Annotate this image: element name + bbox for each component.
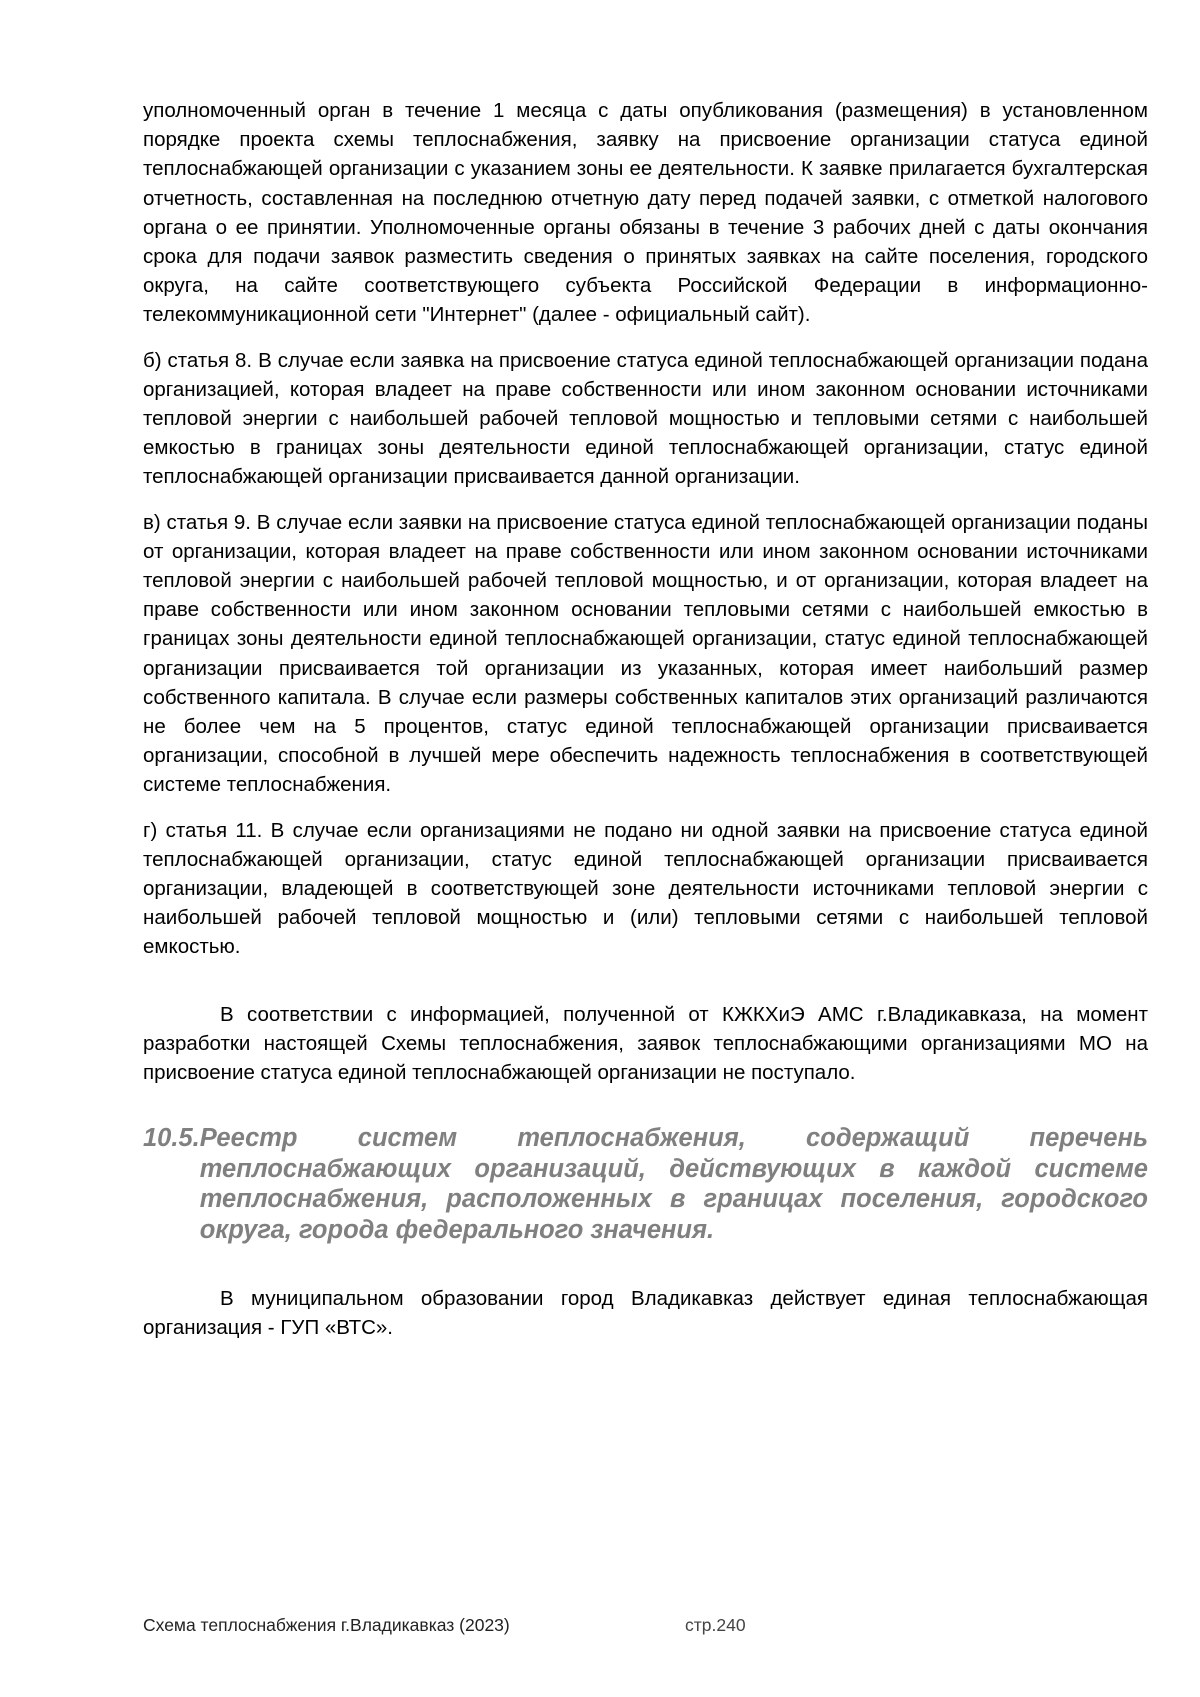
paragraph-article-9: в) статья 9. В случае если заявки на присвоение статуса единой теплоснабжающей организации поданы от организации, которая владеет на праве собственности или ином законном основании источниками тепловой энергии с наибольшей рабочей тепловой мощностью, и от организации, которая владеет на праве собственности или ином законном основании тепловыми сетями с наибольшей емкостью в границах зоны деятельности единой теплоснабжающей организации, статус единой теплоснабжающей организации присваивается той организации из указанных, которая имеет наибольший размер собственного капитала. В случае если размеры собственных капиталов этих организаций различаются не более чем на 5 процентов, статус единой теплоснабжающей организации присваивается организации, способной в лучшей мере обеспечить надежность теплоснабжения в соответствующей системе теплоснабжения.: [143, 510, 1148, 797]
footer-document-title: Схема теплоснабжения г.Владикавказ (2023): [143, 1615, 510, 1635]
paragraph-article-8: б) статья 8. В случае если заявка на присвоение статуса единой теплоснабжающей организации подана организацией, которая владеет на праве собственности или ином законном основании источниками тепловой энергии с наибольшей рабочей тепловой мощностью и тепловыми сетями с наибольшей емкостью в границах зоны деятельности единой теплоснабжающей организации, статус единой теплоснабжающей организации присваивается данной организации.: [143, 348, 1148, 489]
paragraph-article-11: г) статья 11. В случае если организациями не подано ни одной заявки на присвоение статуса единой теплоснабжающей организации, статус единой теплоснабжающей организации присваивается организации, владеющей в соответствующей зоне деятельности источниками тепловой энергии с наибольшей рабочей тепловой мощностью и (или) тепловыми сетями с наибольшей тепловой емкостью.: [143, 818, 1148, 959]
section-heading: [143, 1123, 1148, 1245]
section-title: Реестр систем теплоснабжения, содержащий перечень теплоснабжающих организаций, действующих в каждой системе теплоснабжения, расположенных в границах поселения, городского округа, города федерального значения.: [199, 1124, 1148, 1245]
section-number: 10.5.: [143, 1124, 200, 1153]
document-body: [143, 96, 1148, 1342]
paragraph-application-procedure: уполномоченный орган в течение 1 месяца с даты опубликования (размещения) в установленном порядке проекта схемы теплоснабжения, заявку на присвоение организации статуса единой теплоснабжающей организации с указанием зоны ее деятельности. К заявке прилагается бухгалтерская отчетность, составленная на последнюю отчетную дату перед подачей заявки, с отметкой налогового органа о ее принятии. Уполномоченные органы обязаны в течение 3 рабочих дней с даты окончания срока для подачи заявок разместить сведения о принятых заявках на сайте поселения, городского округа, на сайте соответствующего субъекта Российской Федерации в информационно-телекоммуникационной сети "Интернет" (далее - официальный сайт).: [143, 99, 1148, 327]
footer-page-number: стр.240: [685, 1615, 746, 1635]
paragraph-unified-organization: В муниципальном образовании город Владикавказ действует единая теплоснабжающая организация - ГУП «ВТС».: [143, 1286, 1148, 1339]
paragraph-no-applications: В соответствии с информацией, полученной от КЖКХиЭ АМС г.Владикавказа, на момент разработки настоящей Схемы теплоснабжения, заявок теплоснабжающими организациями МО на присвоение статуса единой теплоснабжающей организации не поступало.: [143, 1002, 1148, 1085]
